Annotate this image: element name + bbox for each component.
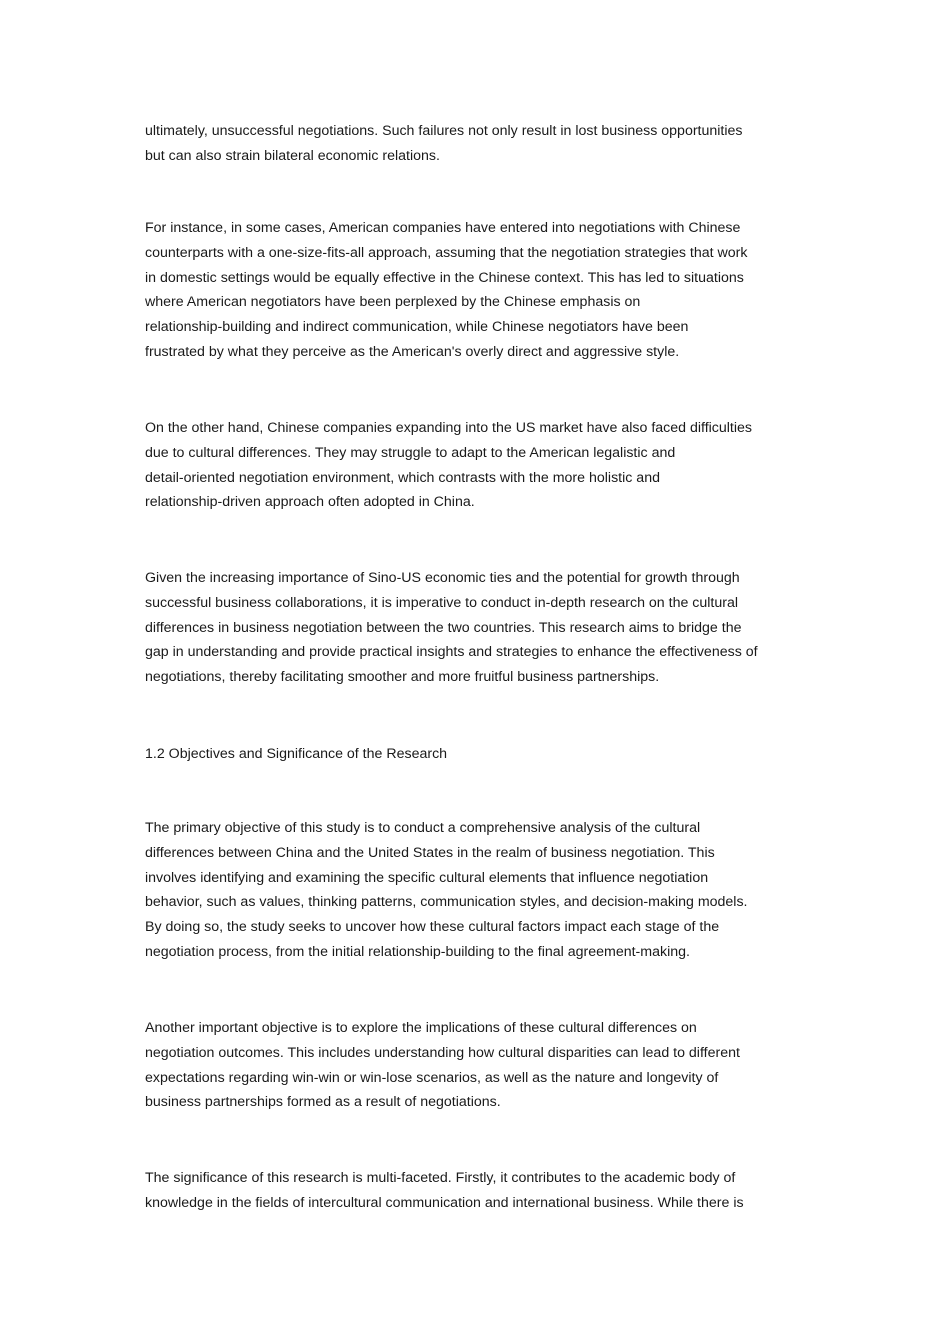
text-line: gap in understanding and provide practical insights and strategies to enhance the effectiveness of xyxy=(145,644,758,661)
paragraph-7 xyxy=(145,1166,810,1216)
text-line: involves identifying and examining the specific cultural elements that influence negotiation xyxy=(145,869,709,886)
text-line: business partnerships formed as a result of negotiations. xyxy=(145,1094,501,1111)
paragraph-3 xyxy=(145,416,810,515)
text-line: negotiations, thereby facilitating smoother and more fruitful business partnerships. xyxy=(145,669,660,686)
text-line: For instance, in some cases, American companies have entered into negotiations with Chinese xyxy=(145,220,741,236)
paragraph-6 xyxy=(145,1016,810,1115)
text-line: frustrated by what they perceive as the American's overly direct and aggressive style. xyxy=(145,343,680,360)
text-line: By doing so, the study seeks to uncover how these cultural factors impact each stage of the xyxy=(145,919,720,936)
text-line: expectations regarding win-win or win-lose scenarios, as well as the nature and longevity of xyxy=(145,1069,719,1086)
paragraph-4 xyxy=(145,566,810,690)
text-line: negotiation process, from the initial relationship-building to the final agreement-making. xyxy=(145,943,690,960)
text-line: relationship-building and indirect communication, while Chinese negotiators have been xyxy=(145,319,689,336)
text-line: behavior, such as values, thinking patterns, communication styles, and decision-making models. xyxy=(145,894,748,911)
paragraph-1 xyxy=(145,119,810,169)
section-heading: 1.2 Objectives and Significance of the Research xyxy=(145,746,448,762)
text-line: due to cultural differences. They may struggle to adapt to the American legalistic and xyxy=(145,444,676,461)
text-line: where American negotiators have been perplexed by the Chinese emphasis on xyxy=(145,294,641,311)
text-line: counterparts with a one-size-fits-all approach, assuming that the negotiation strategies that work xyxy=(145,244,748,261)
text-line: Given the increasing importance of Sino-US economic ties and the potential for growth through xyxy=(145,570,740,586)
text-line: but can also strain bilateral economic relations. xyxy=(145,147,440,164)
text-line: differences in business negotiation between the two countries. This research aims to bridge the xyxy=(145,619,742,636)
text-line: differences between China and the United States in the realm of business negotiation. This xyxy=(145,844,715,861)
text-line: in domestic settings would be equally effective in the Chinese context. This has led to situations xyxy=(145,269,744,286)
text-line: Another important objective is to explore the implications of these cultural differences on xyxy=(145,1020,697,1036)
text-line: successful business collaborations, it is imperative to conduct in-depth research on the cultural xyxy=(145,594,739,611)
text-line: relationship-driven approach often adopted in China. xyxy=(145,494,475,511)
text-line: On the other hand, Chinese companies expanding into the US market have also faced difficulties xyxy=(145,420,753,436)
text-line: negotiation outcomes. This includes understanding how cultural disparities can lead to different xyxy=(145,1044,740,1061)
text-line: The significance of this research is multi-faceted. Firstly, it contributes to the academic body of xyxy=(145,1170,736,1186)
paragraph-5 xyxy=(145,816,810,965)
text-line: detail-oriented negotiation environment, which contrasts with the more holistic and xyxy=(145,469,660,486)
text-line: ultimately, unsuccessful negotiations. Such failures not only result in lost business opportunities xyxy=(145,123,743,139)
text-line: knowledge in the fields of intercultural communication and international business. While there is xyxy=(145,1194,744,1211)
text-line: The primary objective of this study is to conduct a comprehensive analysis of the cultural xyxy=(145,820,701,836)
paragraph-2 xyxy=(145,216,810,365)
